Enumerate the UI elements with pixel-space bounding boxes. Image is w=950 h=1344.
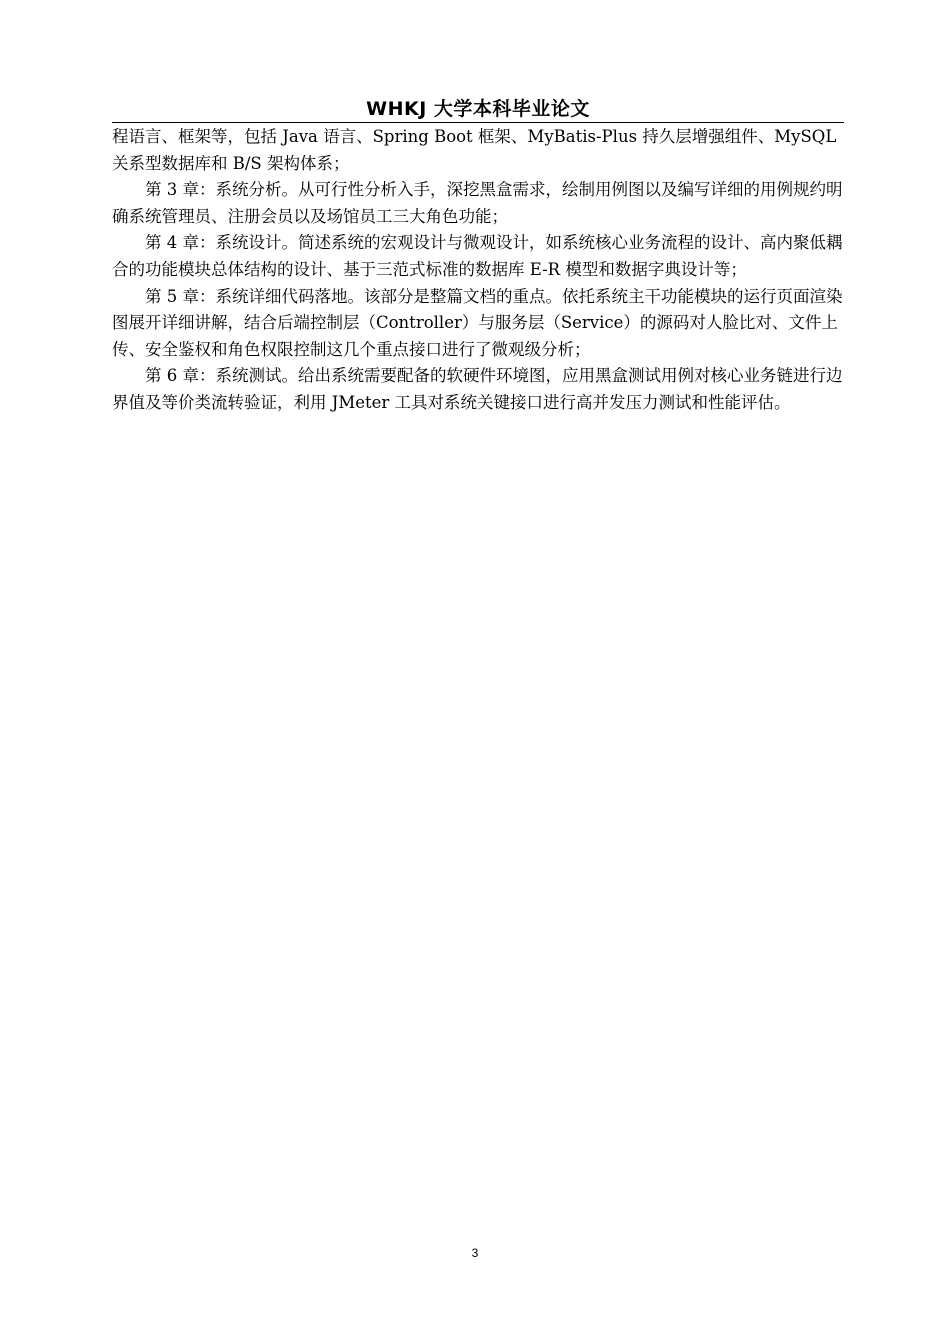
paragraph-chapter-5: 第 5 章：系统详细代码落地。该部分是整篇文档的重点。依托系统主干功能模块的运行页面渲染图展开详细讲解，结合后端控制层（Controller）与服务层（Service）的源码对人脸比对、文件上传、安全鉴权和角色权限控制这几个重点接口进行了微观级分析；: [112, 286, 843, 359]
paragraph-chapter-6: 第 6 章：系统测试。给出系统需要配备的软硬件环境图，应用黑盒测试用例对核心业务链进行边界值及等价类流转验证，利用 JMeter 工具对系统关键接口进行高并发压力测试和性能评估。: [112, 366, 843, 412]
header-title: WHKJ 大学本科毕业论文: [366, 98, 590, 120]
paragraph-chapter-4: 第 4 章：系统设计。简述系统的宏观设计与微观设计，如系统核心业务流程的设计、高内聚低耦合的功能模块总体结构的设计、基于三范式标准的数据库 E-R 模型和数据字典设计等；: [112, 233, 843, 279]
paragraph-chapter-3: 第 3 章：系统分析。从可行性分析入手，深挖黑盒需求，绘制用例图以及编写详细的用例规约明确系统管理员、注册会员以及场馆员工三大角色功能；: [112, 180, 843, 226]
body-text: [112, 124, 852, 417]
paragraph-continuation: 程语言、框架等，包括 Java 语言、Spring Boot 框架、MyBatis-Plus 持久层增强组件、MySQL 关系型数据库和 B/S 架构体系；: [112, 127, 837, 173]
page-header: [112, 96, 844, 123]
page-number: 3: [471, 1246, 479, 1260]
